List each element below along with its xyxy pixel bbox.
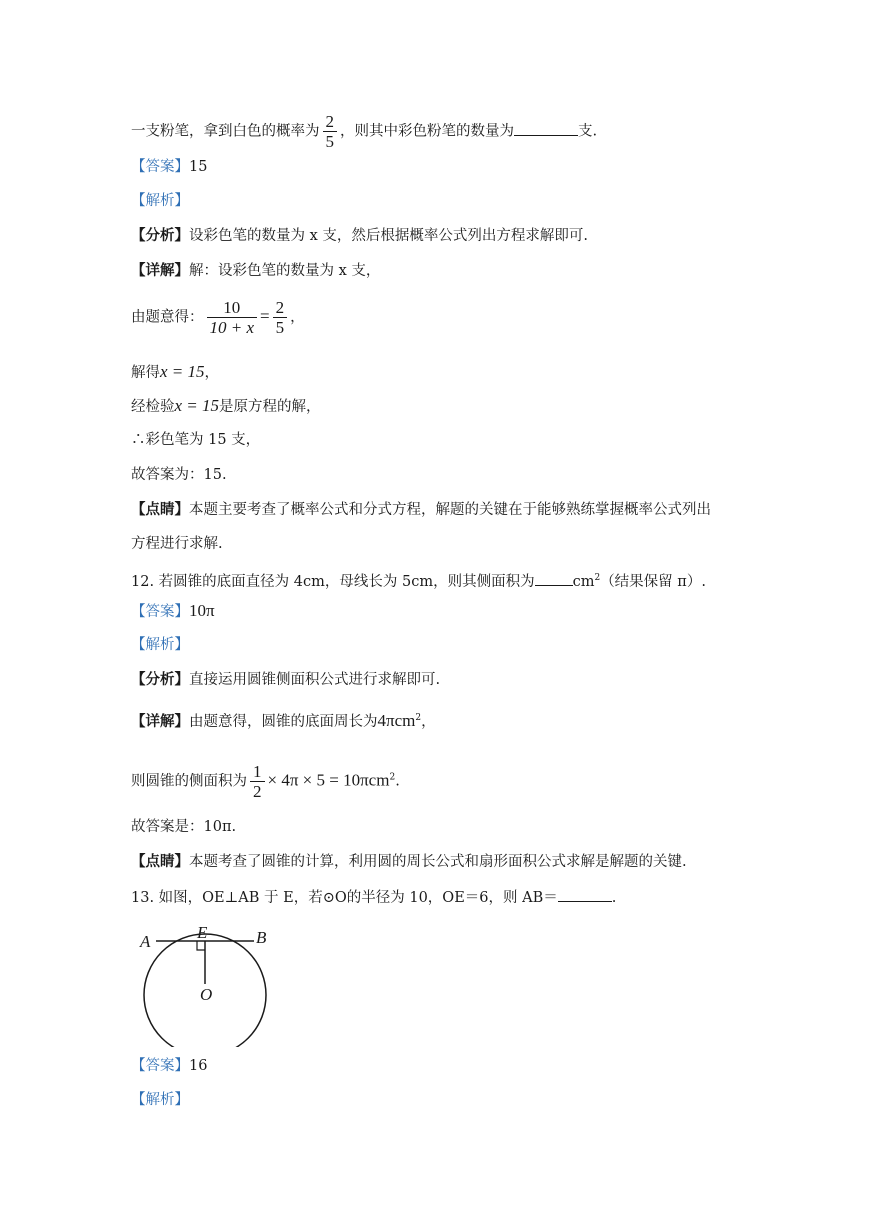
q11-dianjing-1: 本题主要考查了概率公式和分式方程，解题的关键在于能够熟练掌握概率公式列出 — [189, 502, 711, 518]
q11-stem — [131, 112, 597, 151]
q12-stem-text-b: （结果保留 π）. — [600, 573, 706, 590]
q11-solve-line — [131, 362, 219, 383]
q11-answer: 15 — [189, 159, 208, 175]
q11-dianjing-line-1 — [131, 500, 711, 520]
q11-eq-equals: = — [260, 306, 270, 326]
q11-dianjing-line-2: 方程进行求解. — [131, 536, 223, 552]
q12-stem — [131, 568, 706, 592]
dianjing-tag: 【点睛】 — [131, 853, 189, 870]
q12-area-fraction — [250, 762, 265, 801]
q12-answer-line — [131, 601, 215, 622]
q12-fenxi: 直接运用圆锥侧面积公式进行求解即可. — [189, 672, 441, 688]
fraction-denominator: 5 — [325, 132, 334, 151]
q12-xiangjie-line — [131, 708, 436, 732]
q11-check-b: x = 15 — [174, 396, 220, 415]
q12-answer: 10π — [189, 601, 215, 620]
q11-equation-line — [131, 298, 305, 337]
fraction-numerator: 2 — [273, 298, 288, 318]
q11-stem-text-b: ，则其中彩色粉笔的数量为 — [340, 123, 514, 140]
q11-therefore: ∴彩色笔为 15 支， — [131, 432, 261, 448]
q13-stem-text-a: 13. 如图，OE⊥AB 于 E，若⊙O的半径为 10，OE＝6，则 AB＝ — [131, 890, 558, 906]
q12-analysis-tag: 【解析】 — [131, 637, 189, 653]
q12-perimeter-sup: 2 — [415, 713, 422, 723]
q12-stem-sup: 2 — [594, 573, 601, 583]
q11-eq-suffix: ， — [290, 309, 305, 326]
q13-stem — [131, 887, 616, 908]
fenxi-tag: 【分析】 — [131, 227, 189, 244]
label-a: A — [140, 932, 151, 951]
q11-probability-fraction — [323, 112, 338, 151]
q12-area-expr: × 4π × 5 = 10πcm — [267, 770, 390, 790]
xiangjie-tag: 【详解】 — [131, 712, 189, 730]
q12-fenxi-line — [131, 670, 440, 690]
q11-eq-left-fraction — [207, 298, 258, 337]
q11-solve-a: 解得 — [131, 365, 160, 381]
q12-area-line — [131, 762, 400, 801]
fraction-denominator: 2 — [253, 782, 262, 801]
q12-area-prefix: 则圆锥的侧面积为 — [131, 773, 247, 790]
fraction-numerator: 10 — [207, 298, 258, 318]
answer-blank — [558, 887, 612, 902]
fenxi-tag: 【分析】 — [131, 671, 189, 688]
label-o: O — [200, 985, 213, 1004]
q13-answer-line — [131, 1056, 207, 1076]
q11-stem-text-a: 一支粉笔，拿到白色的概率为 — [131, 123, 320, 140]
q11-final: 故答案为：15. — [131, 467, 227, 483]
q11-fenxi: 设彩色笔的数量为 x 支，然后根据概率公式列出方程求解即可. — [189, 228, 589, 244]
q11-eq-prefix: 由题意得： — [131, 309, 204, 326]
label-b: B — [256, 928, 267, 947]
q13-answer: 16 — [189, 1058, 208, 1074]
answer-tag: 【答案】 — [131, 604, 189, 620]
q11-answer-line — [131, 157, 207, 177]
q11-fenxi-line — [131, 226, 588, 246]
q12-dianjing: 本题考查了圆锥的计算，利用圆的周长公式和扇形面积公式求解是解题的关键. — [189, 854, 687, 870]
right-angle-mark — [197, 941, 205, 950]
xiangjie-tag: 【详解】 — [131, 262, 189, 279]
q11-eq-right-fraction — [273, 298, 288, 337]
q12-area-suffix: . — [395, 773, 400, 790]
fraction-denominator: 5 — [275, 318, 285, 337]
q12-final: 故答案是：10π. — [131, 819, 237, 835]
q12-perimeter: 4πcm — [377, 710, 416, 730]
q11-solve-c: ， — [204, 365, 220, 381]
q12-xiangjie: 由题意得，圆锥的底面周长为 — [189, 713, 378, 730]
q12-dianjing-line — [131, 852, 687, 872]
circle-chord-figure — [136, 925, 276, 1047]
label-e: E — [197, 925, 208, 942]
q11-analysis-tag: 【解析】 — [131, 193, 189, 209]
q12-perimeter-suffix: ， — [421, 713, 436, 730]
dianjing-tag: 【点睛】 — [131, 501, 189, 518]
answer-blank — [514, 121, 578, 136]
fraction-numerator: 2 — [323, 112, 338, 132]
q12-stem-text-a: 12. 若圆锥的底面直径为 4cm，母线长为 5cm，则其侧面积为 — [131, 573, 535, 590]
answer-tag: 【答案】 — [131, 159, 189, 175]
q11-check-c: 是原方程的解， — [219, 399, 321, 415]
q12-area-sup: 2 — [389, 772, 396, 783]
q11-check-line — [131, 396, 321, 417]
q11-check-a: 经检验 — [131, 399, 175, 415]
q13-analysis-tag: 【解析】 — [131, 1092, 189, 1108]
q11-xiangjie: 解：设彩色笔的数量为 x 支， — [189, 263, 381, 279]
answer-blank — [535, 571, 573, 586]
fraction-numerator: 1 — [250, 762, 265, 782]
q11-xiangjie-line — [131, 261, 380, 281]
q13-stem-text-b: . — [611, 890, 617, 906]
q11-solve-b: x = 15 — [160, 362, 205, 381]
answer-tag: 【答案】 — [131, 1058, 189, 1074]
fraction-denominator: 10 + x — [209, 318, 255, 337]
q11-stem-text-c: 支. — [578, 123, 598, 140]
q12-stem-unit: cm — [572, 573, 595, 590]
